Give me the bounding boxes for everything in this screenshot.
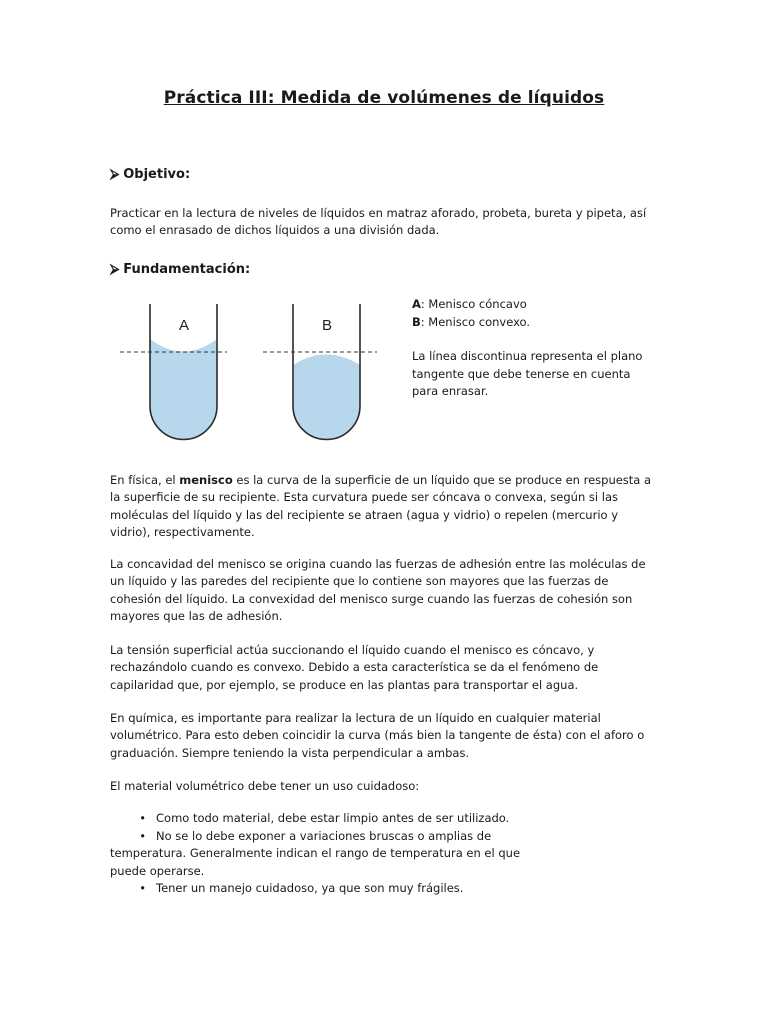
caption-line-1: La línea discontinua representa el plano [412,349,643,363]
list-item: • Tener un manejo cuidadoso, ya que son muy frágiles. [110,880,540,898]
meniscus-diagram [115,296,380,446]
paragraph-chemistry: En química, es importante para realizar la lectura de un líquido en cualquier material volumétrico. Para esto deben coincidir la curva (más bien la tangente de ésta) con el aforo o graduación. Siempre teniendo la vista perpendicular a ambas. [110,711,645,760]
caption-line-3: para enrasar. [412,384,489,398]
bullet-icon: • [139,881,146,895]
list-item: • Como todo material, debe estar limpio antes de ser utilizado. [110,810,540,828]
tube-a-liquid [150,339,217,439]
paragraph-surface-tension: La tensión superficial actúa succionando el líquido cuando el menisco es cóncavo, y rechazándolo cuando es convexo. Debido a esta característica se da el fenómeno de capilaridad que, por ejemplo, se produce en las plantas para transportar el agua. [110,643,599,692]
page-title: Práctica III: Medida de volúmenes de líquidos [163,88,605,108]
list-item: • No se lo debe exponer a variaciones bruscas o amplias de temperatura. Generalmente indican el rango de temperatura en el que puede operarse. [110,828,521,878]
paragraph-material: El material volumétrico debe tener un uso cuidadoso: [110,779,420,793]
meniscus-figure [115,296,380,446]
caption-b: B: Menisco convexo. [412,314,531,329]
term-menisco: menisco [179,473,233,487]
bullet-icon: • [139,828,146,843]
caption-a: A: Menisco cóncavo [412,297,527,311]
paragraph-meniscus: En física, el menisco es la curva de la superficie de un líquido que se produce en respuesta a la superficie de su recipiente. Esta curvatura puede ser cóncava o convexa, según si las moléculas del líquido y las del recipiente se atraen (agua y vidrio) o repelen (mercurio y vidrio), respectivamente. [110,473,652,539]
label-a: A [178,317,190,334]
figure-caption [412,296,672,401]
objective-text: Practicar en la lectura de niveles de líquidos en matraz aforado, probeta, bureta y pipeta, así como el enrasado de dichos líquidos a una división dada. [110,206,647,238]
paragraph-concavity: La concavidad del menisco se origina cuando las fuerzas de adhesión entre las moléculas de un líquido y las paredes del recipiente que lo contiene son mayores que las fuerzas de cohesión del líquido. La convexidad del menisco surge cuando las fuerzas de cohesión son mayores que las de adhesión. [110,557,646,623]
caption-line-2: tangente que debe tenerse en cuenta [412,366,631,381]
section-heading-objective [110,167,190,182]
arrow-bullet-icon: ⮚ [110,167,120,182]
tube-b-liquid [293,355,360,440]
bullet-icon: • [139,811,146,825]
objective-heading: Objetivo: [123,167,191,182]
foundation-heading: Fundamentación: [123,262,251,277]
label-b: B [321,317,333,334]
arrow-bullet-icon: ⮚ [110,262,120,277]
section-heading-foundation [110,262,250,277]
care-list [110,810,540,898]
